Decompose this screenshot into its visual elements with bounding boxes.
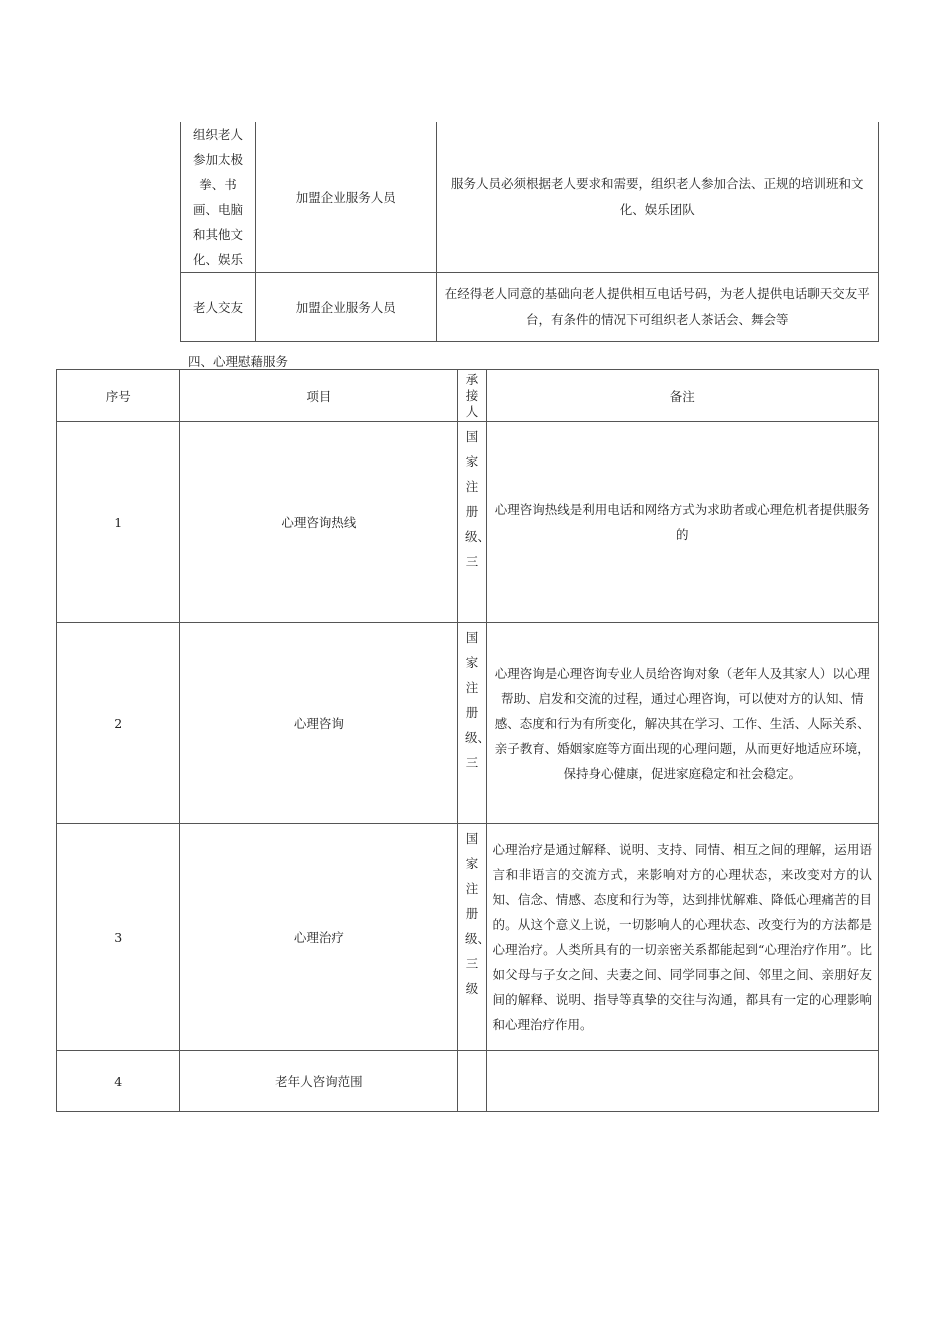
table-row (57, 824, 879, 1051)
item-line: 拳、书 (199, 177, 237, 192)
row-undertaker (458, 1051, 486, 1112)
table-row (57, 422, 879, 623)
row-remark-cell (486, 422, 878, 623)
row-undertaker-cell (458, 623, 490, 824)
item-line: 化、娱乐 (192, 252, 243, 267)
row-remark-cell (486, 824, 878, 1051)
header-undertaker: 承接人 (465, 372, 479, 419)
table-row (57, 1051, 879, 1112)
row-no: 3 (57, 824, 180, 1051)
psychological-service-table (56, 369, 879, 1112)
row-remark (486, 1051, 878, 1112)
header-undertaker-cell (458, 370, 486, 422)
table-row (57, 623, 879, 824)
row-undertaker: 国家注册 级、三 (464, 429, 490, 569)
row-item: 心理咨询 (180, 623, 458, 824)
item-line: 参加太极 (192, 152, 243, 167)
row-no: 1 (57, 422, 180, 623)
item-line: 和其他文 (192, 227, 243, 242)
row-no: 4 (57, 1051, 180, 1112)
item-label: 老人交友 (192, 300, 243, 315)
table-row (181, 122, 879, 273)
provider-cell (255, 273, 436, 342)
note-cell (436, 122, 878, 273)
service-table-continued (180, 122, 879, 342)
header-remark: 备注 (486, 370, 878, 422)
item-line: 组织老人 (192, 127, 243, 142)
table-header-row (57, 370, 879, 422)
row-item: 心理咨询热线 (180, 422, 458, 623)
row-remark: 心理咨询是心理咨询专业人员给咨询对象（老年人及其家人）以心理帮助、启发和交流的过程，通过心理咨询，可以使对方的认知、情感、态度和行为有所变化，解决其在学习、工作、生活、人际关系、亲子教育、婚姻家庭等方面出现的心理问题，从而更好地适应环境，保持身心健康，促进家庭稳定和社会稳定。 (494, 665, 870, 781)
row-remark-cell (486, 623, 878, 824)
table-row (181, 273, 879, 342)
note-cell (436, 273, 878, 342)
item-cell (181, 122, 256, 273)
note-text: 在经得老人同意的基础向老人提供相互电话号码，为老人提供电话聊天交友平台，有条件的情况下可组织老人茶话会、舞会等 (444, 286, 870, 327)
row-undertaker-cell (458, 824, 490, 1051)
row-no: 2 (57, 623, 180, 824)
row-item: 心理治疗 (180, 824, 458, 1051)
header-no: 序号 (57, 370, 180, 422)
row-remark: 心理治疗是通过解释、说明、支持、同情、相互之间的理解，运用语言和非语言的交流方式，来影响对方的心理状态，来改变对方的认知、信念、情感、态度和行为等，达到排忧解难、降低心理痛苦的目的。从这个意义上说，一切影响人的心理状态、改变行为的方法都是心理治疗。人类所具有的一切亲密关系都能起到“心理治疗作用”。比如父母与子女之间、夫妻之间、同学同事之间、邻里之间、亲朋好友间的解释、说明、指导等真挚的交往与沟通，都具有一定的心理影响和心理治疗作用。 (492, 842, 872, 1032)
provider-label: 加盟企业服务人员 (295, 190, 396, 205)
note-text: 服务人员必须根据老人要求和需要，组织老人参加合法、正规的培训班和文化、娱乐团队 (451, 176, 864, 217)
header-item: 项目 (180, 370, 458, 422)
row-undertaker: 国家注册 级、三 (464, 630, 490, 770)
provider-cell (255, 122, 436, 273)
row-undertaker: 国家注册 级、三级 (464, 831, 490, 996)
row-item: 老年人咨询范围 (180, 1051, 458, 1112)
item-label (181, 122, 255, 272)
row-undertaker-cell (458, 422, 490, 623)
row-remark: 心理咨询热线是利用电话和网络方式为求助者或心理危机者提供服务的 (494, 502, 870, 542)
provider-label: 加盟企业服务人员 (295, 300, 396, 315)
item-line: 画、电脑 (192, 202, 243, 217)
item-cell (181, 273, 256, 342)
section-heading: 四、心理慰藉服务 (188, 354, 289, 369)
